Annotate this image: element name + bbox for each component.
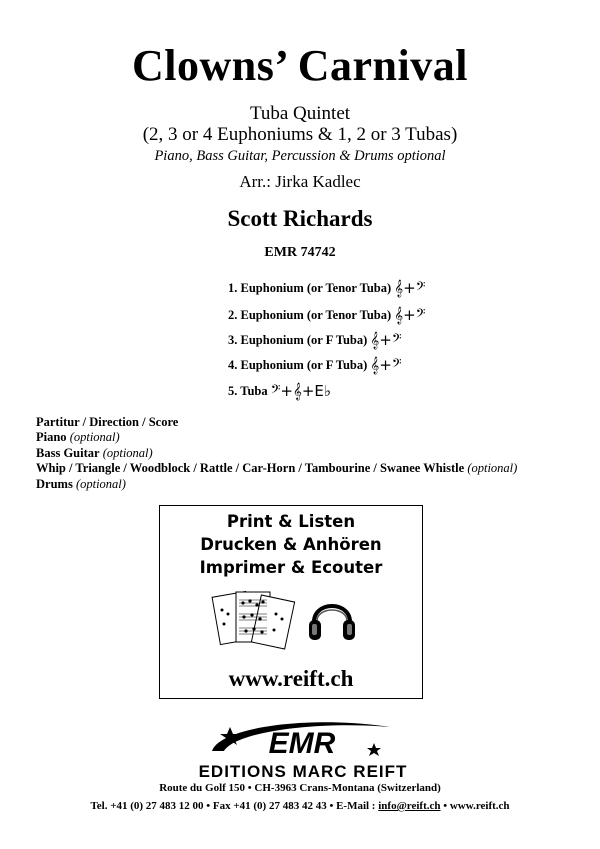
subtitle: Tuba Quintet xyxy=(249,103,351,124)
part-label: 3. Euphonium (or F Tuba) xyxy=(228,333,368,347)
publisher-name: EDITIONS MARC REIFT xyxy=(198,762,408,781)
contents-item: Piano (optional) xyxy=(36,430,120,445)
arranger: Arr.: Jirka Kadlec xyxy=(239,172,361,191)
clef-icon: 𝄞+𝄢 xyxy=(394,279,426,297)
catalog-number: EMR 74742 xyxy=(264,245,336,260)
instrumentation: (2, 3 or 4 Euphoniums & 1, 2 or 3 Tubas) xyxy=(142,124,458,145)
part-list-item xyxy=(228,382,331,400)
website-link[interactable]: www.reift.ch xyxy=(228,666,354,691)
part-label: 4. Euphonium (or F Tuba) xyxy=(228,358,368,372)
clef-icon: 𝄞+𝄢 xyxy=(370,331,402,349)
promo-line: Imprimer & Ecouter xyxy=(199,558,383,577)
part-list-item xyxy=(228,356,402,374)
optional-instruments: Piano, Bass Guitar, Percussion & Drums optional xyxy=(154,148,446,164)
part-label: 1. Euphonium (or Tenor Tuba) xyxy=(228,281,392,295)
contents-item: Bass Guitar (optional) xyxy=(36,445,153,460)
clef-icon: 𝄞+𝄢 xyxy=(370,356,402,374)
promo-line: Print & Listen xyxy=(226,512,356,531)
publisher-logo xyxy=(190,713,420,783)
contents-item: Drums (optional) xyxy=(36,476,126,491)
composer: Scott Richards xyxy=(227,206,373,231)
clef-icon: 𝄞+𝄢 xyxy=(394,306,426,324)
contents-item: Partitur / Direction / Score xyxy=(36,415,179,429)
part-label: 2. Euphonium (or Tenor Tuba) xyxy=(228,308,392,322)
contents-list xyxy=(36,415,517,492)
part-list-item xyxy=(228,279,425,297)
part-list-item xyxy=(228,331,402,349)
publisher-contact: Tel. +41 (0) 27 483 12 00 • Fax +41 (0) 27 483 42 43 • E-Mail : info@reift.ch • www.reift.ch xyxy=(90,800,510,812)
title: Clowns’ Carnival xyxy=(132,41,468,90)
print-listen-box xyxy=(159,505,423,699)
contents-item: Whip / Triangle / Woodblock / Rattle / Car-Horn / Tambourine / Swanee Whistle (optional) xyxy=(36,461,518,476)
sheet-music-icon xyxy=(210,584,300,656)
clef-icon: 𝄢+𝄞+E♭ xyxy=(270,382,331,400)
email-link[interactable]: info@reift.ch xyxy=(378,800,441,812)
headphones-icon xyxy=(306,590,358,646)
part-list-item xyxy=(228,306,425,324)
part-label: 5. Tuba xyxy=(228,384,268,398)
publisher-address: Route du Golf 150 • CH-3963 Crans-Montana (Switzerland) xyxy=(159,782,441,794)
logo-text: EMR xyxy=(268,727,336,760)
promo-line: Drucken & Anhören xyxy=(200,535,382,554)
